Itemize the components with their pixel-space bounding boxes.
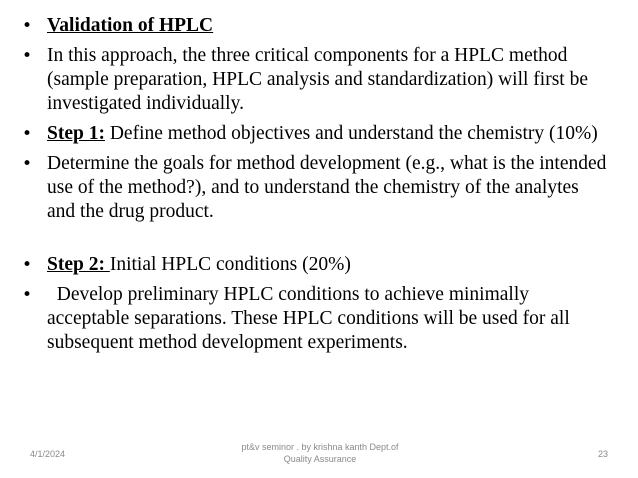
step-2-label: Step 2:: [47, 254, 110, 275]
bullet-icon: •: [22, 46, 33, 66]
step-1-text: Define method objectives and understand the chemistry (10%): [104, 123, 598, 144]
footer-presenter-line-1: pt&v seminor . by krishna kanth Dept.of: [241, 442, 399, 452]
bullet-icon: •: [22, 154, 33, 174]
bullet-validation-title: [0, 14, 638, 38]
bullet-approach: [0, 44, 638, 116]
bullet-step-2: [0, 253, 638, 277]
section-title: Validation of HPLC: [47, 15, 214, 36]
bullet-text: Develop preliminary HPLC conditions to achieve minimally acceptable separations. These HPLC conditions will be used for all subsequent method development experiments.: [47, 284, 575, 353]
slide-content: [0, 14, 638, 355]
step-2-text: Initial HPLC conditions (20%): [109, 254, 351, 275]
footer-presenter-line-2: Quality Assurance: [283, 454, 357, 464]
bullet-text: In this approach, the three critical components for a HPLC method (sample preparation, HPLC analysis and standardization) will first be investigated individually.: [47, 45, 588, 114]
footer-date: 4/1/2024: [30, 449, 66, 459]
bullet-step-1: [0, 122, 638, 146]
bullet-icon: •: [22, 285, 33, 305]
bullet-develop-conditions: [0, 283, 638, 355]
bullet-text: Determine the goals for method development (e.g., what is the intended use of the method?), and to understand the chemistry of the analytes and the drug product.: [47, 153, 607, 222]
bullet-icon: •: [22, 16, 33, 36]
bullet-icon: •: [22, 124, 33, 144]
page-number: 23: [597, 449, 608, 459]
bullet-icon: •: [22, 255, 33, 275]
bullet-determine-goals: [0, 152, 638, 224]
footer-presenter: [210, 441, 430, 465]
step-1-label: Step 1:: [47, 123, 105, 144]
